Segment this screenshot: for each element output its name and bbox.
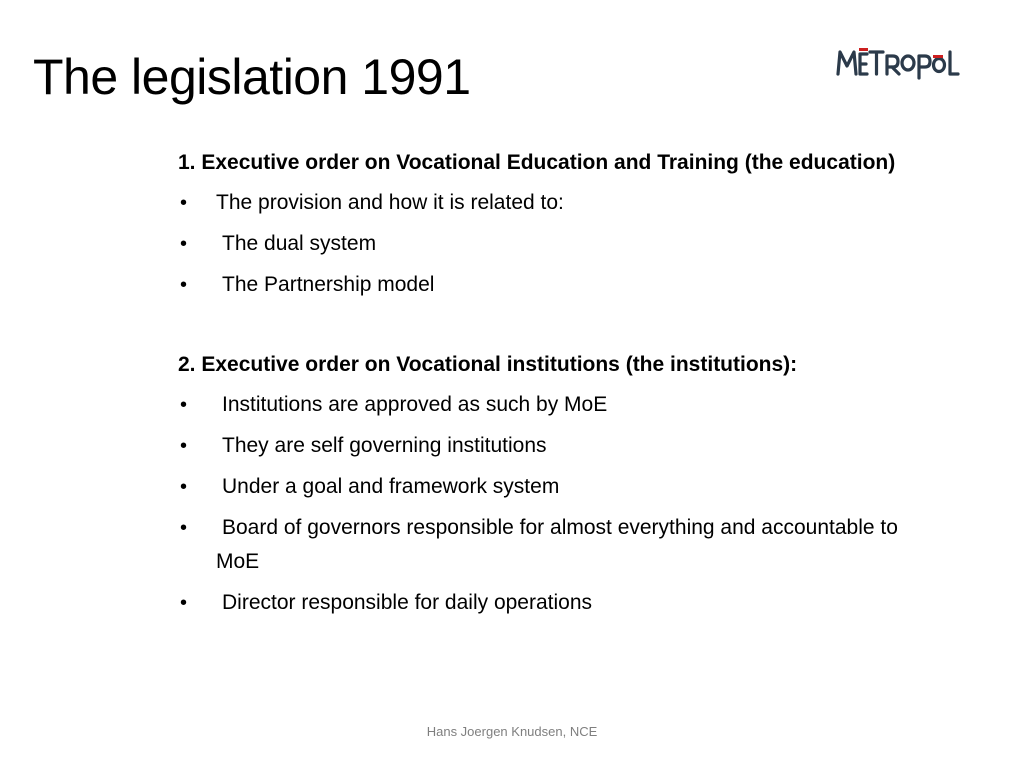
list-item-text: Board of governors responsible for almost everything and accountable to MoE xyxy=(216,516,898,573)
bullet-icon: • xyxy=(180,517,188,539)
list-item xyxy=(178,227,918,261)
logo-accent-bar xyxy=(859,48,868,51)
list-item-text: Institutions are approved as such by MoE xyxy=(222,393,608,416)
list-item-text: They are self governing institutions xyxy=(222,434,547,457)
bullet-icon: • xyxy=(180,192,188,214)
metropol-logo xyxy=(836,40,966,84)
bullet-list xyxy=(178,388,918,620)
bullet-icon: • xyxy=(180,476,188,498)
slide-content xyxy=(178,146,918,627)
list-item xyxy=(178,186,918,220)
bullet-list xyxy=(178,186,918,302)
list-item xyxy=(178,429,918,463)
bullet-icon: • xyxy=(180,394,188,416)
slide-footer: Hans Joergen Knudsen, NCE xyxy=(426,724,598,739)
list-item-text: The dual system xyxy=(222,232,377,255)
bullet-icon: • xyxy=(180,592,188,614)
list-item xyxy=(178,268,918,302)
bullet-icon: • xyxy=(180,435,188,457)
list-item-text: Under a goal and framework system xyxy=(222,475,560,498)
section-heading: 1. Executive order on Vocational Education and Training (the education) xyxy=(178,151,896,174)
list-item xyxy=(178,586,918,620)
list-item-text: The Partnership model xyxy=(222,273,435,296)
list-item xyxy=(178,388,918,422)
bullet-icon: • xyxy=(180,274,188,296)
bullet-icon: • xyxy=(180,233,188,255)
list-item xyxy=(178,511,918,579)
slide-title: The legislation 1991 xyxy=(33,49,471,105)
list-item-text: Director responsible for daily operations xyxy=(222,591,593,614)
list-item-text: The provision and how it is related to: xyxy=(216,191,564,214)
logo-accent-bar xyxy=(933,55,943,58)
section-heading: 2. Executive order on Vocational institutions (the institutions): xyxy=(178,353,798,376)
list-item xyxy=(178,470,918,504)
